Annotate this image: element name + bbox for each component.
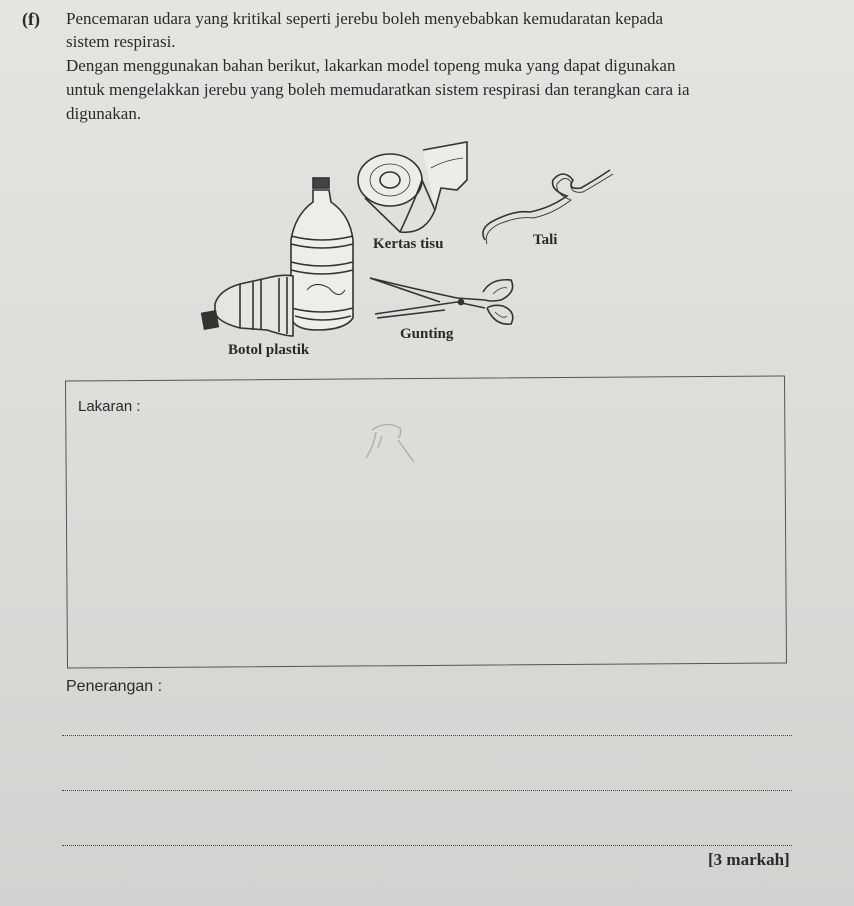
label-bottle: Botol plastik xyxy=(228,342,310,358)
question-line-2: sistem respirasi. xyxy=(66,32,176,51)
tissue-roll-icon xyxy=(358,142,467,232)
explanation-label: Penerangan : xyxy=(66,678,163,695)
answer-line-1[interactable] xyxy=(62,735,792,736)
label-scissors: Gunting xyxy=(400,326,454,342)
label-string: Tali xyxy=(533,232,558,248)
faint-pencil-mark xyxy=(352,418,422,488)
question-line-1: Pencemaran udara yang kritikal seperti jerebu boleh menyebabkan kemudaratan kepada xyxy=(66,9,664,28)
question-line-5: digunakan. xyxy=(66,104,142,123)
plastic-bottle-icon xyxy=(202,178,353,336)
question-number: (f) xyxy=(22,9,40,29)
materials-figure xyxy=(195,140,635,370)
answer-line-3[interactable] xyxy=(62,845,792,846)
question-line-4: untuk mengelakkan jerebu yang boleh memudaratkan sistem respirasi dan terangkan cara ia xyxy=(66,80,690,99)
sketch-box[interactable] xyxy=(65,375,787,668)
scissors-icon xyxy=(370,278,513,324)
answer-line-2[interactable] xyxy=(62,790,792,791)
label-tissue: Kertas tisu xyxy=(373,236,444,252)
question-line-3: Dengan menggunakan bahan berikut, lakarkan model topeng muka yang dapat digunakan xyxy=(66,56,676,75)
sketch-label: Lakaran : xyxy=(78,398,141,415)
marks-label: [3 markah] xyxy=(708,850,790,869)
